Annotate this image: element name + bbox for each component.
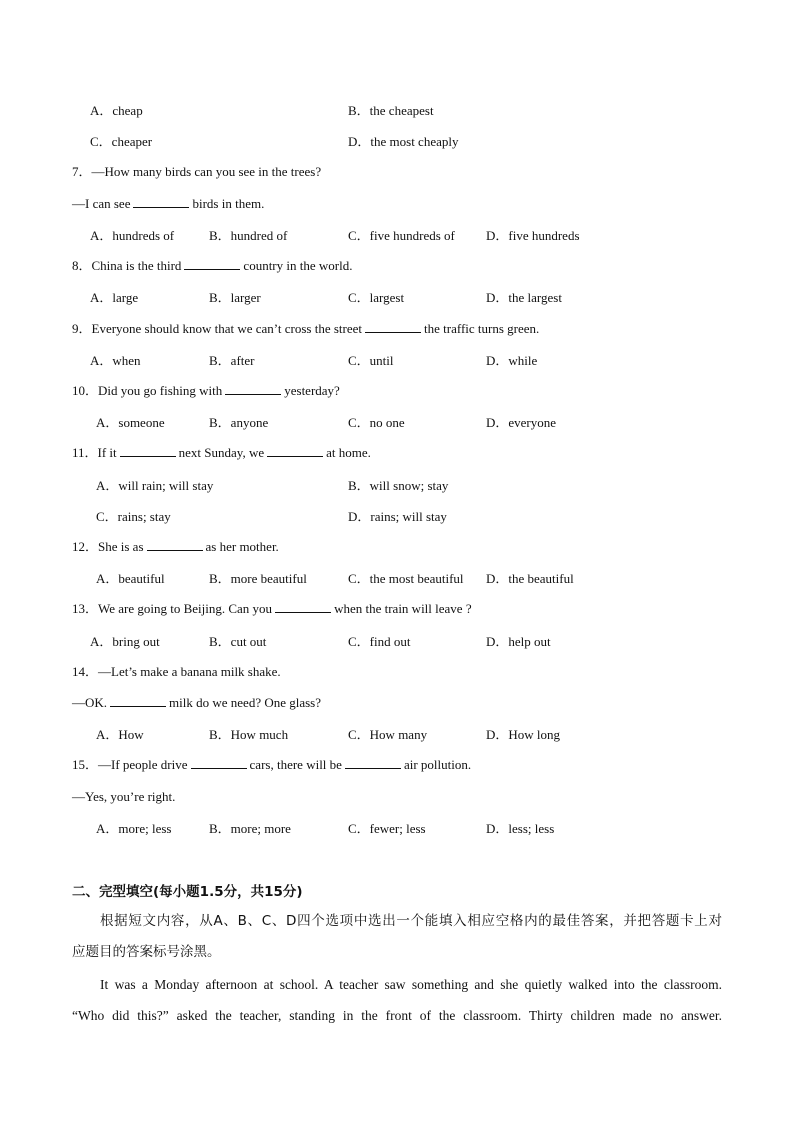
q12-blank: [147, 538, 203, 551]
q15-blank-2: [345, 756, 401, 769]
section-instructions-line1: 根据短文内容，从A、B、C、D四个选项中选出一个能填入相应空格内的最佳答案，并把答题卡上对: [100, 913, 722, 929]
q8-stem-a: 8．China is the third: [72, 258, 182, 273]
q9-stem-b: the traffic turns green.: [424, 321, 540, 336]
q14-option-c: C．How many: [348, 727, 428, 742]
q15-stem-b: cars, there will be: [249, 757, 342, 772]
q14-line2: [72, 693, 321, 713]
q8-stem: [72, 256, 352, 276]
q11-option-a: A．will rain; will stay: [96, 478, 214, 493]
q14-stem: 14．—Let’s make a banana milk shake.: [72, 664, 281, 679]
q9-option-a: A．when: [90, 353, 141, 368]
q8-option-d: D．the largest: [486, 290, 562, 305]
q12-stem: [72, 537, 279, 557]
q13-option-c: C．find out: [348, 634, 411, 649]
q10-option-c: C．no one: [348, 415, 405, 430]
q12-option-a: A．beautiful: [96, 571, 165, 586]
q7-line2-b: birds in them.: [192, 196, 265, 211]
q12-option-b: B．more beautiful: [209, 571, 307, 586]
q9-option-b: B．after: [209, 353, 255, 368]
q14-option-b: B．How much: [209, 727, 289, 742]
q10-stem-a: 10．Did you go fishing with: [72, 383, 223, 398]
q14-blank: [110, 694, 166, 707]
q7-line2-a: —I can see: [72, 196, 131, 211]
q12-option-c: C．the most beautiful: [348, 571, 464, 586]
q10-stem: [72, 381, 340, 401]
q11-option-d: D．rains; will stay: [348, 509, 447, 524]
q15-blank-1: [191, 756, 247, 769]
q9-stem-a: 9．Everyone should know that we can’t cross the street: [72, 321, 363, 336]
q13-option-d: D．help out: [486, 634, 551, 649]
q6-option-c: C．cheaper: [90, 134, 153, 149]
q14-option-a: A．How: [96, 727, 144, 742]
q8-stem-b: country in the world.: [243, 258, 353, 273]
q6-option-b: B．the cheapest: [348, 103, 434, 118]
q15-stem-a: 15．—If people drive: [72, 757, 188, 772]
q6-option-d: D．the most cheaply: [348, 134, 459, 149]
q9-blank: [365, 320, 421, 333]
q15-option-d: D．less; less: [486, 821, 555, 836]
q8-option-c: C．largest: [348, 290, 405, 305]
q11-blank-1: [120, 444, 176, 457]
q15-stem-c: air pollution.: [403, 757, 472, 772]
q8-option-a: A．large: [90, 290, 139, 305]
q10-stem-b: yesterday?: [284, 383, 340, 398]
q13-stem-a: 13．We are going to Beijing. Can you: [72, 601, 273, 616]
q11-stem-a: 11．If it: [72, 445, 117, 460]
passage-line1: It was a Monday afternoon at school. A teacher saw something and she quietly walked into the classroom.: [100, 977, 722, 992]
section-title: 二、完型填空(每小题1.5分，共15分): [72, 884, 303, 900]
q13-option-a: A．bring out: [90, 634, 160, 649]
q10-option-d: D．everyone: [486, 415, 557, 430]
q14-line2-a: —OK.: [72, 695, 108, 710]
q11-option-c: C．rains; stay: [96, 509, 171, 524]
q13-option-b: B．cut out: [209, 634, 267, 649]
q14-line2-b: milk do we need? One glass?: [169, 695, 322, 710]
q9-option-d: D．while: [486, 353, 538, 368]
q13-stem: [72, 599, 472, 619]
q7-blank: [133, 195, 189, 208]
q10-option-a: A．someone: [96, 415, 165, 430]
q7-option-c: C．five hundreds of: [348, 228, 455, 243]
q6-option-a: A．cheap: [90, 103, 143, 118]
q11-blank-2: [267, 444, 323, 457]
q11-option-b: B．will snow; stay: [348, 478, 449, 493]
q15-line2: —Yes, you’re right.: [72, 789, 176, 804]
q15-option-c: C．fewer; less: [348, 821, 426, 836]
q14-option-d: D．How long: [486, 727, 561, 742]
q15-option-a: A．more; less: [96, 821, 172, 836]
q11-stem-b: next Sunday, we: [178, 445, 265, 460]
q8-blank: [184, 257, 240, 270]
q13-stem-b: when the train will leave ?: [334, 601, 472, 616]
section-instructions-line2: 应题目的答案标号涂黑。: [72, 944, 221, 960]
q7-option-d: D．five hundreds: [486, 228, 580, 243]
q15-option-b: B．more; more: [209, 821, 291, 836]
q7-option-b: B．hundred of: [209, 228, 288, 243]
q8-option-b: B．larger: [209, 290, 261, 305]
q12-stem-b: as her mother.: [205, 539, 279, 554]
q12-option-d: D．the beautiful: [486, 571, 574, 586]
q7-line2: [72, 194, 264, 214]
q10-blank: [225, 382, 281, 395]
q7-stem: 7．—How many birds can you see in the trees?: [72, 164, 322, 179]
q7-option-a: A．hundreds of: [90, 228, 175, 243]
q13-blank: [275, 600, 331, 613]
q9-stem: [72, 319, 539, 339]
q12-stem-a: 12．She is as: [72, 539, 144, 554]
q15-stem: [72, 755, 471, 775]
q9-option-c: C．until: [348, 353, 394, 368]
passage-line2: “Who did this?” asked the teacher, standing in the front of the classroom. Thirty children made no answer.: [72, 1008, 722, 1023]
q11-stem: [72, 443, 371, 463]
q11-stem-c: at home.: [326, 445, 371, 460]
q10-option-b: B．anyone: [209, 415, 269, 430]
